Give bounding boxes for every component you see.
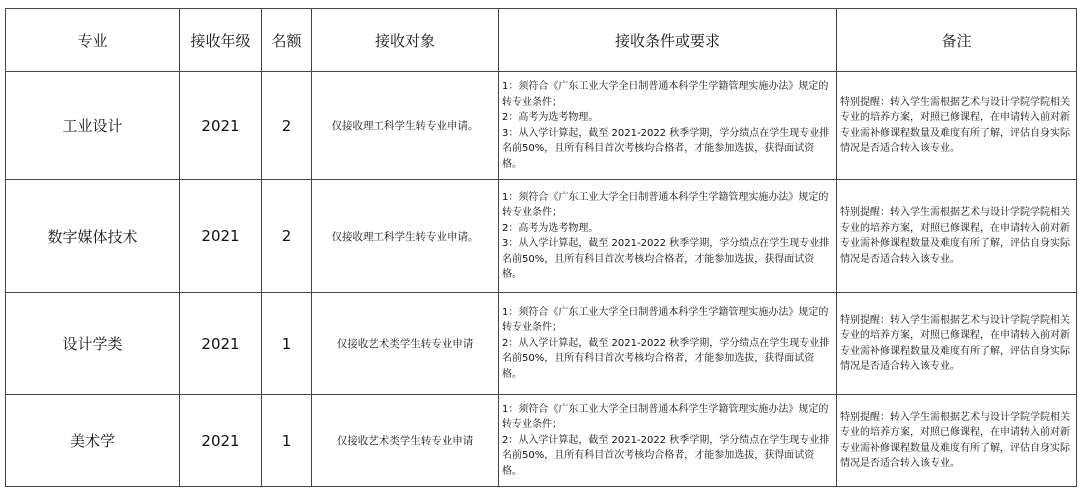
year-cell: 2021	[180, 293, 262, 395]
table-row	[6, 72, 1077, 180]
header-year: 接收年级	[180, 9, 262, 72]
requirement-item: 3：从入学计算起，截至 2021-2022 秋季学期，学分绩点在学生现专业排名前50%，且所有科目首次考核均合格者，才能参加选拔，获得面试资格。	[502, 127, 830, 170]
requirements-cell	[499, 395, 837, 487]
major-cell: 设计学类	[6, 293, 180, 395]
year-cell: 2021	[180, 72, 262, 180]
target-cell: 仅接收艺术类学生转专业申请	[312, 293, 499, 395]
header-major: 专业	[6, 9, 180, 72]
table-row	[6, 395, 1077, 487]
note-cell	[837, 180, 1077, 293]
header-note: 备注	[837, 9, 1077, 72]
year-cell: 2021	[180, 180, 262, 293]
header-requirements: 接收条件或要求	[499, 9, 837, 72]
major-cell: 美术学	[6, 395, 180, 487]
table-row	[6, 293, 1077, 395]
note-text: 特别提醒：转入学生需根据艺术与设计学院学院相关专业的培养方案，对照已修课程，在申请转入前对新专业需补修课程数量及难度有所了解，评估自身实际情况是否适合转入该专业。	[840, 411, 1070, 469]
requirement-item: 1：须符合《广东工业大学全日制普通本科学生学籍管理实施办法》规定的转专业条件；	[502, 306, 829, 334]
requirements-cell	[499, 72, 837, 180]
target-cell: 仅接收理工科学生转专业申请。	[312, 72, 499, 180]
requirements-cell	[499, 293, 837, 395]
quota-cell: 2	[262, 180, 312, 293]
transfer-quota-table	[5, 8, 1077, 487]
table-header-row	[6, 9, 1077, 72]
quota-cell: 1	[262, 395, 312, 487]
requirement-item: 2：从入学计算起，截至 2021-2022 秋季学期，学分绩点在学生现专业排名前50%，且所有科目首次考核均合格者，才能参加选拔，获得面试资格。	[502, 434, 830, 477]
note-text: 特别提醒：转入学生需根据艺术与设计学院学院相关专业的培养方案，对照已修课程，在申请转入前对新专业需补修课程数量及难度有所了解，评估自身实际情况是否适合转入该专业。	[840, 207, 1070, 265]
note-cell	[837, 293, 1077, 395]
requirement-item: 2：高考为选考物理。	[502, 222, 599, 234]
quota-cell: 1	[262, 293, 312, 395]
header-quota: 名额	[262, 9, 312, 72]
target-cell: 仅接收艺术类学生转专业申请	[312, 395, 499, 487]
requirement-item: 3：从入学计算起，截至 2021-2022 秋季学期，学分绩点在学生现专业排名前50%，且所有科目首次考核均合格者，才能参加选拔，获得面试资格。	[502, 238, 830, 280]
quota-cell: 2	[262, 72, 312, 180]
year-cell: 2021	[180, 395, 262, 487]
table-row	[6, 180, 1077, 293]
note-text: 特别提醒：转入学生需根据艺术与设计学院学院相关专业的培养方案，对照已修课程，在申请转入前对新专业需补修课程数量及难度有所了解，评估自身实际情况是否适合转入该专业。	[840, 314, 1070, 372]
requirements-cell	[499, 180, 837, 293]
note-cell	[837, 395, 1077, 487]
requirement-item: 2：从入学计算起，截至 2021-2022 秋季学期，学分绩点在学生现专业排名前50%，且所有科目首次考核均合格者，才能参加选拔，获得面试资格。	[502, 337, 830, 380]
note-text: 特别提醒：转入学生需根据艺术与设计学院学院相关专业的培养方案，对照已修课程，在申请转入前对新专业需补修课程数量及难度有所了解，评估自身实际情况是否适合转入该专业。	[840, 96, 1070, 154]
note-cell	[837, 72, 1077, 180]
major-cell: 工业设计	[6, 72, 180, 180]
requirement-item: 1：须符合《广东工业大学全日制普通本科学生学籍管理实施办法》规定的转专业条件；	[502, 191, 829, 218]
requirement-item: 2：高考为选考物理。	[502, 112, 599, 123]
requirement-item: 1：须符合《广东工业大学全日制普通本科学生学籍管理实施办法》规定的转专业条件；	[502, 403, 829, 431]
header-target: 接收对象	[312, 9, 499, 72]
major-cell: 数字媒体技术	[6, 180, 180, 293]
target-cell: 仅接收理工科学生转专业申请。	[312, 180, 499, 293]
requirement-item: 1：须符合《广东工业大学全日制普通本科学生学籍管理实施办法》规定的转专业条件；	[502, 81, 829, 108]
